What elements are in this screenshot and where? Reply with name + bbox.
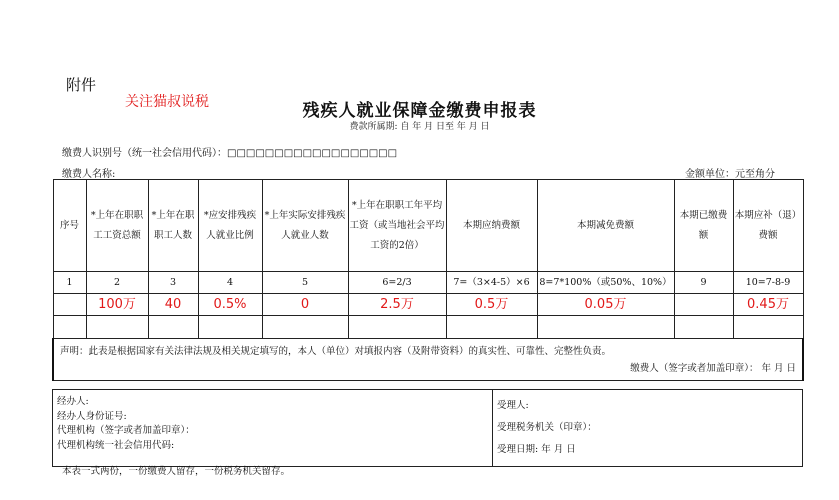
blank-cell[interactable] bbox=[86, 316, 148, 339]
formula-cell: 7=（3×4-5）×6 bbox=[446, 272, 537, 294]
value-row bbox=[53, 294, 803, 316]
header-cell: 本期减免费额 bbox=[537, 180, 674, 272]
blank-cell[interactable] bbox=[733, 316, 803, 339]
blank-cell[interactable] bbox=[348, 316, 446, 339]
blank-cell[interactable] bbox=[446, 316, 537, 339]
handling-table bbox=[52, 389, 803, 467]
amount-unit: 金额单位：元至角分 bbox=[685, 169, 775, 180]
header-cell: *上年在职职工人数 bbox=[148, 180, 198, 272]
agent-id-field: 经办人身份证号: bbox=[57, 410, 127, 422]
declaration-table bbox=[52, 179, 804, 381]
header-cell: 序号 bbox=[53, 180, 86, 272]
header-cell: *上年在职职工工资总额 bbox=[86, 180, 148, 272]
agent-field: 经办人: bbox=[57, 396, 89, 407]
value-cell[interactable]: 0 bbox=[262, 294, 348, 316]
form-title: 残疾人就业保障金缴费申报表 bbox=[302, 101, 537, 121]
value-cell[interactable]: 2.5万 bbox=[348, 294, 446, 316]
header-row bbox=[53, 180, 803, 272]
blank-cell[interactable] bbox=[148, 316, 198, 339]
value-cell[interactable] bbox=[674, 294, 733, 316]
blank-row bbox=[53, 316, 803, 339]
formula-cell: 3 bbox=[148, 272, 198, 294]
blank-cell[interactable] bbox=[262, 316, 348, 339]
formula-cell: 1 bbox=[53, 272, 86, 294]
acceptance-block bbox=[493, 390, 803, 467]
formula-cell: 2 bbox=[86, 272, 148, 294]
header-cell: *上年在职职工年平均工资（或当地社会平均工资的2倍） bbox=[348, 180, 446, 272]
value-cell[interactable]: 40 bbox=[148, 294, 198, 316]
header-cell: 本期已缴费额 bbox=[674, 180, 733, 272]
blank-cell[interactable] bbox=[537, 316, 674, 339]
formula-cell: 9 bbox=[674, 272, 733, 294]
formula-row bbox=[53, 272, 803, 294]
watermark-text: 关注猫叔说税 bbox=[125, 94, 209, 110]
blank-cell[interactable] bbox=[198, 316, 262, 339]
formula-cell: 8=7*100%（或50%、10%） bbox=[537, 272, 674, 294]
footnote: 本表一式两份，一份缴费人留存，一份税务机关留存。 bbox=[62, 466, 291, 477]
agency-credit-code-field: 代理机构统一社会信用代码: bbox=[57, 439, 175, 451]
value-cell[interactable]: 0.5万 bbox=[446, 294, 537, 316]
value-cell[interactable]: 100万 bbox=[86, 294, 148, 316]
period-line: 费款所属期: 自 年 月 日至 年 月 日 bbox=[349, 122, 490, 132]
header-cell: 本期应纳费额 bbox=[446, 180, 537, 272]
declaration-text: 声明：此表是根据国家有关法律法规及相关规定填写的，本人（单位）对填报内容（及附带资料）的真实性、可靠性、完整性负责。 bbox=[60, 345, 612, 357]
formula-cell: 10=7-8-9 bbox=[733, 272, 803, 294]
value-cell[interactable] bbox=[53, 294, 86, 316]
payer-id-line: 缴费人识别号（统一社会信用代码）：□□□□□□□□□□□□□□□□□□ bbox=[62, 148, 398, 159]
value-cell[interactable]: 0.05万 bbox=[537, 294, 674, 316]
header-cell: 本期应补（退）费额 bbox=[733, 180, 803, 272]
blank-cell[interactable] bbox=[53, 316, 86, 339]
declaration-sign-line: 缴费人（签字或者加盖印章）： 年 月 日 bbox=[630, 362, 796, 374]
header-cell: *应安排残疾人就业比例 bbox=[198, 180, 262, 272]
value-cell[interactable]: 0.5% bbox=[198, 294, 262, 316]
value-cell[interactable]: 0.45万 bbox=[733, 294, 803, 316]
attachment-label: 附件 bbox=[66, 76, 97, 94]
agent-block bbox=[53, 390, 493, 467]
formula-cell: 5 bbox=[262, 272, 348, 294]
agency-seal-field: 代理机构（签字或者加盖印章）： bbox=[57, 425, 195, 436]
declaration-cell bbox=[53, 339, 803, 381]
declaration-row bbox=[53, 339, 803, 381]
formula-cell: 4 bbox=[198, 272, 262, 294]
acceptance-date-field: 受理日期: 年 月 日 bbox=[497, 444, 576, 455]
blank-cell[interactable] bbox=[674, 316, 733, 339]
header-cell: *上年实际安排残疾人就业人数 bbox=[262, 180, 348, 272]
acceptor-field: 受理人: bbox=[497, 400, 529, 411]
payer-name-label: 缴费人名称: bbox=[62, 169, 116, 180]
tax-office-field: 受理税务机关（印章）： bbox=[497, 422, 597, 433]
formula-cell: 6=2/3 bbox=[348, 272, 446, 294]
